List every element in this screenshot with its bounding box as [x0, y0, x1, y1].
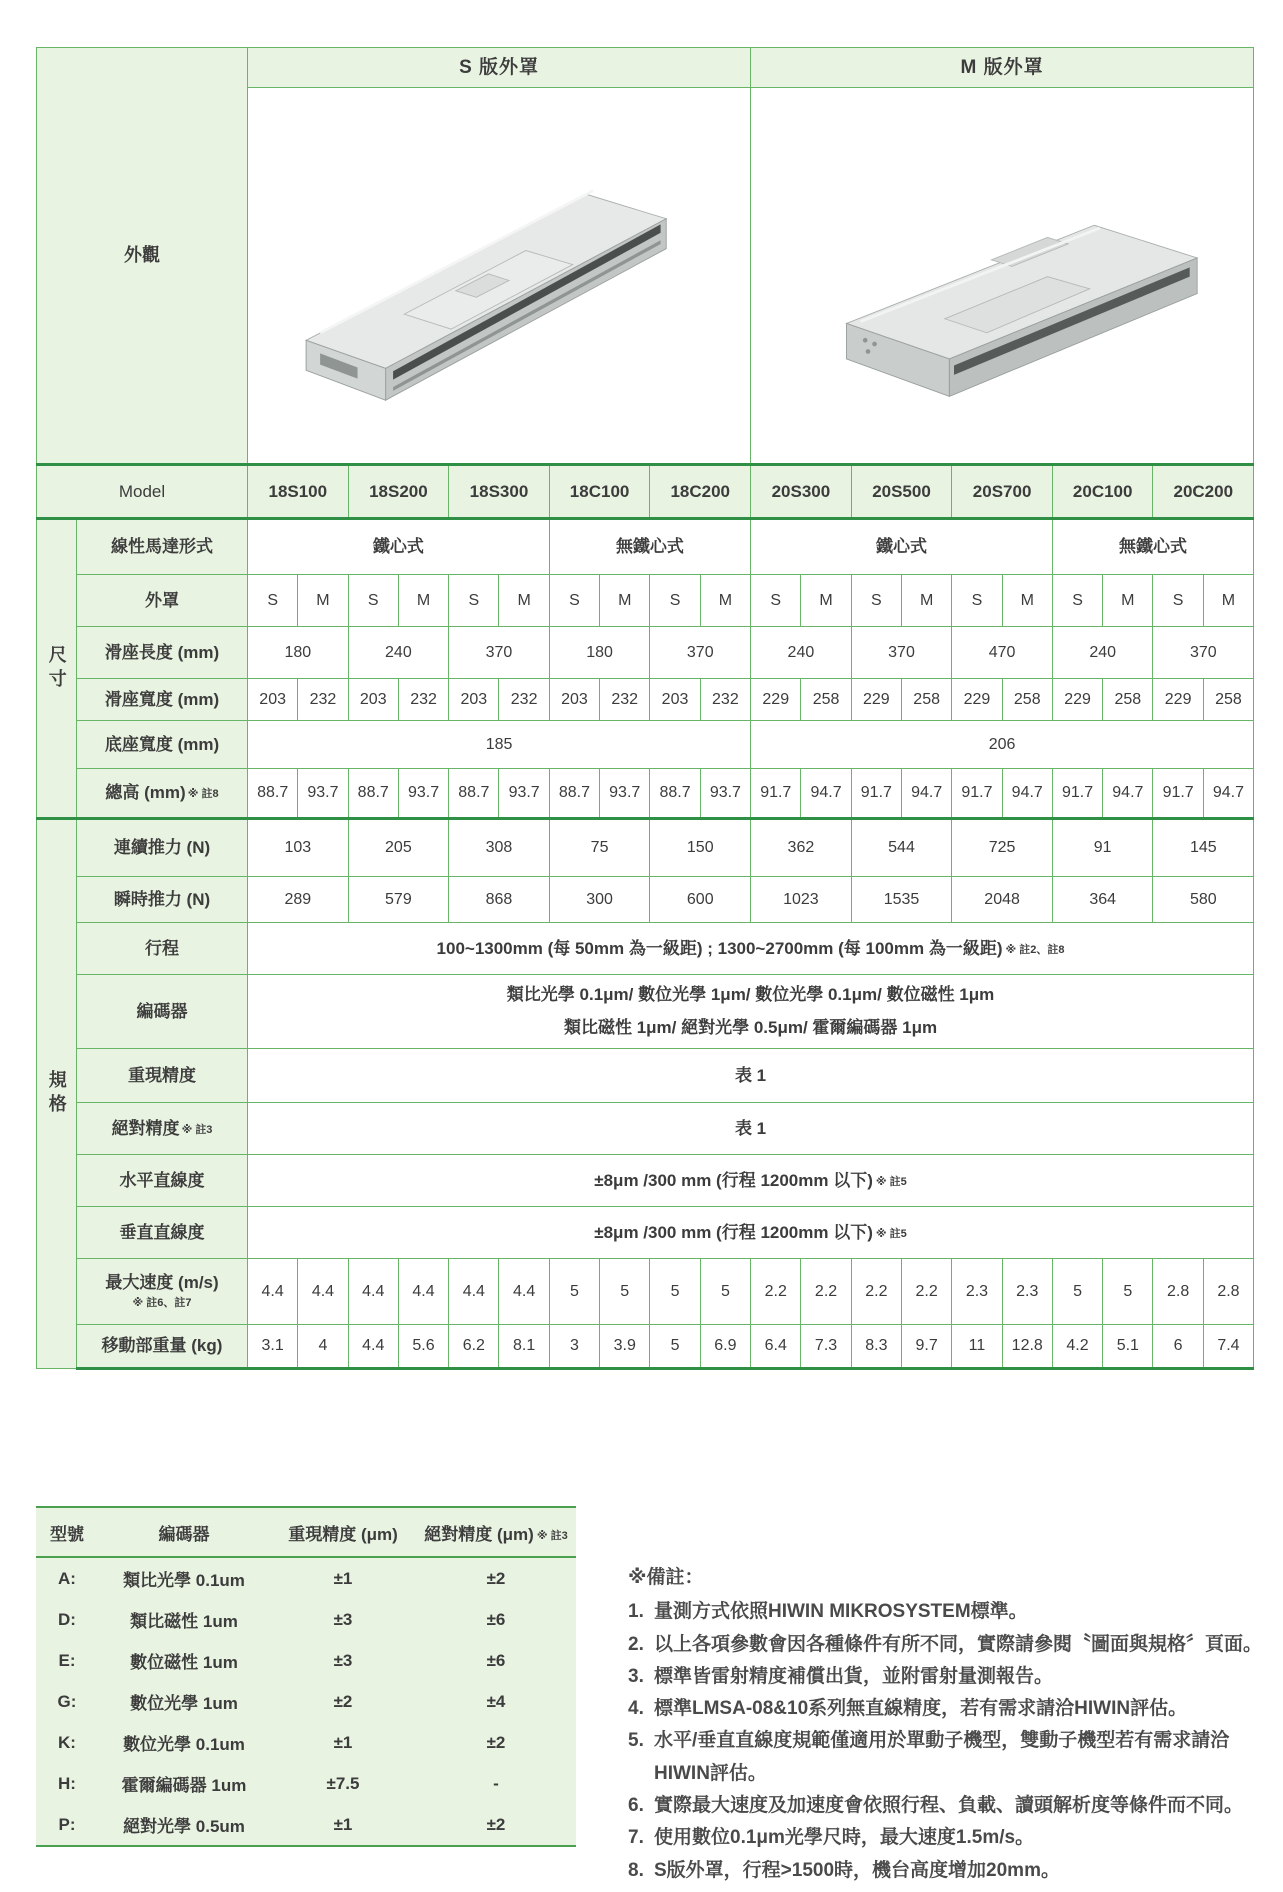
- cell-slider-length-2: 370: [449, 627, 550, 679]
- cell-moving-weight-13: 9.7: [902, 1325, 952, 1369]
- cell-cover-9: M: [700, 575, 750, 627]
- cell-max-speed-8: 5: [650, 1259, 700, 1325]
- cell-slider-width-11: 258: [801, 679, 851, 721]
- label-slider-length: 滑座長度 (mm): [77, 627, 248, 679]
- cell-cover-13: M: [902, 575, 952, 627]
- cell-total-height-17: 94.7: [1103, 769, 1153, 819]
- label-note: ※ 註6、註7: [132, 1297, 192, 1310]
- enc-cell-1-2: ±3: [333, 1609, 353, 1629]
- cell-inst-thrust-3: 300: [549, 877, 650, 923]
- cell-moving-weight-8: 5: [650, 1325, 700, 1369]
- cell-slider-length-4: 370: [650, 627, 751, 679]
- m-cover-image-cell: [751, 88, 1254, 465]
- label-note: ※ 註8: [187, 788, 219, 801]
- enc-cell-3-0: G:: [57, 1691, 77, 1711]
- enc-cell-2-0: E:: [58, 1650, 76, 1670]
- cell-slider-width-6: 203: [549, 679, 599, 721]
- cell-moving-weight-3: 5.6: [398, 1325, 448, 1369]
- cell-cover-3: M: [398, 575, 448, 627]
- cell-cont-thrust-3: 75: [549, 819, 650, 877]
- cell-max-speed-6: 5: [549, 1259, 599, 1325]
- cell-cover-18: S: [1153, 575, 1203, 627]
- model-20C200: 20C200: [1153, 465, 1254, 519]
- notes-list: [628, 1596, 1280, 1887]
- enc-cell-4-0: K:: [58, 1732, 76, 1752]
- note-number: 4.: [628, 1698, 644, 1720]
- cell-max-speed-2: 4.4: [348, 1259, 398, 1325]
- cell-max-speed-17: 5: [1103, 1259, 1153, 1325]
- note-item-5: [628, 1725, 1280, 1790]
- model-18S300: 18S300: [449, 465, 550, 519]
- section-specifications: 規格: [37, 819, 77, 1369]
- note-item-7: [628, 1822, 1280, 1854]
- cell-slider-length-1: 240: [348, 627, 449, 679]
- cell-slider-width-4: 203: [449, 679, 499, 721]
- cell-max-speed-12: 2.2: [851, 1259, 901, 1325]
- cell-moving-weight-6: 3: [549, 1325, 599, 1369]
- cell-cover-8: S: [650, 575, 700, 627]
- cell-inst-thrust-8: 364: [1052, 877, 1153, 923]
- label-horizontal-straightness: 水平直線度: [77, 1155, 248, 1207]
- note-text: 標準LMSA-08&10系列無直線精度，若有需求請洽HIWIN評估。: [654, 1698, 1188, 1720]
- cell-total-height-8: 88.7: [650, 769, 700, 819]
- cell-max-speed-18: 2.8: [1153, 1259, 1203, 1325]
- row-vertical-straightness: [37, 1207, 1254, 1259]
- label-encoder: 編碼器: [77, 975, 248, 1049]
- cell-max-speed-3: 4.4: [398, 1259, 448, 1325]
- cell-slider-width-18: 229: [1153, 679, 1203, 721]
- cell-cont-thrust-7: 725: [952, 819, 1053, 877]
- enc-header-row: [36, 1507, 576, 1557]
- cell-stroke-0: 100~1300mm (每 50mm 為一級距) ; 1300~2700mm (每 100mm 為一級距) ※ 註2、註8: [248, 923, 1254, 975]
- cell-cont-thrust-9: 145: [1153, 819, 1254, 877]
- label-slider-width: 滑座寬度 (mm): [77, 679, 248, 721]
- cell-cover-14: S: [952, 575, 1002, 627]
- note-text: 實際最大速度及加速度會依照行程、負載、讀頭解析度等條件而不同。: [654, 1795, 1244, 1817]
- linear-stage-s-illustration: [264, 99, 735, 452]
- cell-inst-thrust-5: 1023: [751, 877, 852, 923]
- m-cover-header: M 版外罩: [751, 48, 1254, 88]
- cell-total-height-4: 88.7: [449, 769, 499, 819]
- cell-slider-width-1: 232: [298, 679, 348, 721]
- enc-cell-2-2: ±3: [333, 1650, 353, 1670]
- cell-cover-7: M: [600, 575, 650, 627]
- note-text: S版外罩，行程>1500時，機台高度增加20mm。: [654, 1859, 1060, 1881]
- enc-cell-0-0: A:: [58, 1568, 76, 1588]
- label-inst-thrust: 瞬時推力 (N): [77, 877, 248, 923]
- row-stroke: [37, 923, 1254, 975]
- cell-total-height-3: 93.7: [398, 769, 448, 819]
- cell-slider-width-12: 229: [851, 679, 901, 721]
- cell-moving-weight-0: 3.1: [248, 1325, 298, 1369]
- cell-slider-width-2: 203: [348, 679, 398, 721]
- cell-max-speed-9: 5: [700, 1259, 750, 1325]
- model-18S100: 18S100: [248, 465, 349, 519]
- enc-cell-5-2: ±7.5: [326, 1773, 360, 1793]
- cell-cover-15: M: [1002, 575, 1052, 627]
- cell-base-width-0: 185: [248, 721, 751, 769]
- cell-slider-width-13: 258: [902, 679, 952, 721]
- model-20S700: 20S700: [952, 465, 1053, 519]
- cell-moving-weight-16: 4.2: [1052, 1325, 1102, 1369]
- cell-moving-weight-12: 8.3: [851, 1325, 901, 1369]
- row-slider-length: [37, 627, 1254, 679]
- enc-row-P: [36, 1804, 576, 1846]
- cell-total-height-11: 94.7: [801, 769, 851, 819]
- enc-cell-1-1: 類比磁性 1um: [130, 1612, 238, 1631]
- enc-cell-0-2: ±1: [333, 1568, 353, 1588]
- model-18C200: 18C200: [650, 465, 751, 519]
- cell-total-height-15: 94.7: [1002, 769, 1052, 819]
- s-cover-image-cell: [248, 88, 751, 465]
- enc-cell-5-3: -: [493, 1773, 499, 1793]
- cell-slider-width-3: 232: [398, 679, 448, 721]
- cell-cover-10: S: [751, 575, 801, 627]
- enc-cell-1-0: D:: [58, 1609, 76, 1629]
- section-dimensions: 尺寸: [37, 519, 77, 819]
- enc-cell-2-1: 數位磁性 1um: [130, 1653, 238, 1672]
- cell-total-height-13: 94.7: [902, 769, 952, 819]
- cell-slider-length-0: 180: [248, 627, 349, 679]
- cell-total-height-14: 91.7: [952, 769, 1002, 819]
- cell-slider-length-6: 370: [851, 627, 952, 679]
- note-number: 8.: [628, 1859, 644, 1881]
- cell-cover-0: S: [248, 575, 298, 627]
- cell-max-speed-14: 2.3: [952, 1259, 1002, 1325]
- cell-cont-thrust-6: 544: [851, 819, 952, 877]
- cell-slider-width-15: 258: [1002, 679, 1052, 721]
- cell-cover-19: M: [1203, 575, 1253, 627]
- cell-moving-weight-18: 6: [1153, 1325, 1203, 1369]
- note-item-1: [628, 1596, 1280, 1628]
- cell-inst-thrust-2: 868: [449, 877, 550, 923]
- label-stroke: 行程: [77, 923, 248, 975]
- cell-slider-width-10: 229: [751, 679, 801, 721]
- row-total-height: [37, 769, 1254, 819]
- cell-slider-width-17: 258: [1103, 679, 1153, 721]
- cell-inst-thrust-7: 2048: [952, 877, 1053, 923]
- cell-slider-length-9: 370: [1153, 627, 1254, 679]
- enc-cell-6-3: ±2: [416, 1804, 576, 1846]
- label-total-height: 總高 (mm) ※ 註8: [77, 769, 248, 819]
- enc-cell-5-1: 霍爾編碼器 1um: [121, 1776, 247, 1795]
- cell-slider-length-8: 240: [1052, 627, 1153, 679]
- cell-total-height-9: 93.7: [700, 769, 750, 819]
- model-18S200: 18S200: [348, 465, 449, 519]
- enc-cell-3-3: ±4: [486, 1691, 506, 1711]
- cell-slider-length-5: 240: [751, 627, 852, 679]
- cell-total-height-12: 91.7: [851, 769, 901, 819]
- cell-cont-thrust-4: 150: [650, 819, 751, 877]
- cell-repeatability-0: 表 1: [248, 1049, 1254, 1103]
- cell-max-speed-13: 2.2: [902, 1259, 952, 1325]
- enc-cell-0-1: 類比光學 0.1um: [123, 1571, 245, 1590]
- note-number: 1.: [628, 1601, 644, 1623]
- cell-cont-thrust-5: 362: [751, 819, 852, 877]
- cell-max-speed-11: 2.2: [801, 1259, 851, 1325]
- note-text: 量測方式依照HIWIN MIKROSYSTEM標準。: [654, 1601, 1028, 1623]
- note-item-4: [628, 1693, 1280, 1725]
- cell-moving-weight-1: 4: [298, 1325, 348, 1369]
- row-absolute-accuracy: [37, 1103, 1254, 1155]
- note-text: 水平/垂直直線度規範僅適用於單動子機型，雙動子機型若有需求請洽 HIWIN評估。: [654, 1730, 1230, 1784]
- row-repeatability: [37, 1049, 1254, 1103]
- label-cont-thrust: 連續推力 (N): [77, 819, 248, 877]
- cell-moving-weight-11: 7.3: [801, 1325, 851, 1369]
- cell-moving-weight-15: 12.8: [1002, 1325, 1052, 1369]
- cell-total-height-1: 93.7: [298, 769, 348, 819]
- enc-header-2: 重現精度 (μm): [270, 1507, 416, 1557]
- cell-encoder-0: [248, 975, 1254, 1049]
- cell-total-height-10: 91.7: [751, 769, 801, 819]
- model-row: [37, 465, 1254, 519]
- enc-cell-0-3: ±2: [486, 1568, 506, 1588]
- cell-slider-width-7: 232: [600, 679, 650, 721]
- cell-moving-weight-14: 11: [952, 1325, 1002, 1369]
- cell-cont-thrust-1: 205: [348, 819, 449, 877]
- row-moving-weight: [37, 1325, 1254, 1369]
- label-absolute-accuracy: 絕對精度 ※ 註3: [77, 1103, 248, 1155]
- cell-vertical-straightness-0: ±8μm /300 mm (行程 1200mm 以下) ※ 註5: [248, 1207, 1254, 1259]
- cell-inst-thrust-4: 600: [650, 877, 751, 923]
- label-repeatability: 重現精度: [77, 1049, 248, 1103]
- cell-max-speed-15: 2.3: [1002, 1259, 1052, 1325]
- cell-moving-weight-5: 8.1: [499, 1325, 549, 1369]
- model-18C100: 18C100: [549, 465, 650, 519]
- cell-moving-weight-17: 5.1: [1103, 1325, 1153, 1369]
- cell-inst-thrust-9: 580: [1153, 877, 1254, 923]
- note-item-3: [628, 1661, 1280, 1693]
- row-motor-type: [37, 519, 1254, 575]
- row-inst-thrust: [37, 877, 1254, 923]
- cell-total-height-0: 88.7: [248, 769, 298, 819]
- note-number: 2.: [628, 1633, 644, 1655]
- cell-note: ※ 註5: [872, 1175, 907, 1188]
- cell-motor-type-3: 無鐵心式: [1052, 519, 1253, 575]
- cell-slider-width-16: 229: [1052, 679, 1102, 721]
- enc-header-note: ※ 註3: [533, 1529, 568, 1542]
- enc-cell-6-1: 絕對光學 0.5um: [98, 1804, 270, 1846]
- enc-header-3: 絕對精度 (μm) ※ 註3: [416, 1507, 576, 1557]
- enc-cell-4-2: ±1: [333, 1732, 353, 1752]
- enc-cell-1-3: ±6: [486, 1609, 506, 1629]
- cell-total-height-6: 88.7: [549, 769, 599, 819]
- label-base-width: 底座寬度 (mm): [77, 721, 248, 769]
- cell-slider-width-14: 229: [952, 679, 1002, 721]
- row-base-width: [37, 721, 1254, 769]
- enc-row-E: [36, 1640, 576, 1681]
- cell-note: ※ 註5: [872, 1227, 907, 1240]
- cell-max-speed-19: 2.8: [1203, 1259, 1253, 1325]
- cell-total-height-19: 94.7: [1203, 769, 1253, 819]
- enc-row-D: [36, 1599, 576, 1640]
- cell-inst-thrust-0: 289: [248, 877, 349, 923]
- enc-header-1: 編碼器: [98, 1507, 270, 1557]
- model-20S300: 20S300: [751, 465, 852, 519]
- cell-cover-4: S: [449, 575, 499, 627]
- model-20S500: 20S500: [851, 465, 952, 519]
- cell-cover-6: S: [549, 575, 599, 627]
- cell-slider-length-3: 180: [549, 627, 650, 679]
- cell-moving-weight-2: 4.4: [348, 1325, 398, 1369]
- cell-inst-thrust-6: 1535: [851, 877, 952, 923]
- cell-slider-width-0: 203: [248, 679, 298, 721]
- enc-cell-3-2: ±2: [333, 1691, 353, 1711]
- cell-slider-width-9: 232: [700, 679, 750, 721]
- notes-title: ※備註：: [628, 1567, 704, 1588]
- label-moving-weight: 移動部重量 (kg): [77, 1325, 248, 1369]
- cell-max-speed-4: 4.4: [449, 1259, 499, 1325]
- cell-cover-17: M: [1103, 575, 1153, 627]
- enc-cell-3-1: 數位光學 1um: [130, 1694, 238, 1713]
- cell-max-speed-16: 5: [1052, 1259, 1102, 1325]
- enc-row-K: [36, 1722, 576, 1763]
- row-max-speed: [37, 1259, 1254, 1325]
- product-image-m-cover: [757, 99, 1247, 452]
- cell-motor-type-1: 無鐵心式: [549, 519, 750, 575]
- cell-cover-16: S: [1052, 575, 1102, 627]
- cell-moving-weight-4: 6.2: [449, 1325, 499, 1369]
- enc-cell-4-1: 數位光學 0.1um: [123, 1735, 245, 1754]
- cell-total-height-5: 93.7: [499, 769, 549, 819]
- cell-inst-thrust-1: 579: [348, 877, 449, 923]
- cell-max-speed-1: 4.4: [298, 1259, 348, 1325]
- note-number: 7.: [628, 1827, 644, 1849]
- cell-slider-width-19: 258: [1203, 679, 1253, 721]
- cell-total-height-2: 88.7: [348, 769, 398, 819]
- enc-header-0: 型號: [36, 1507, 98, 1557]
- linear-stage-m-illustration: [767, 99, 1237, 452]
- note-number: 6.: [628, 1795, 644, 1817]
- cell-note: ※ 註2、註8: [1002, 943, 1065, 956]
- label-vertical-straightness: 垂直直線度: [77, 1207, 248, 1259]
- model-20C100: 20C100: [1052, 465, 1153, 519]
- cell-cover-2: S: [348, 575, 398, 627]
- note-text: 以上各項參數會因各種條件有所不同，實際請參閱〝圖面與規格〞頁面。: [654, 1633, 1263, 1655]
- note-number: 3.: [628, 1665, 644, 1687]
- enc-row-H: [36, 1763, 576, 1804]
- encoder-accuracy-table: [36, 1506, 576, 1847]
- cell-total-height-18: 91.7: [1153, 769, 1203, 819]
- model-label: Model: [37, 465, 248, 519]
- cell-moving-weight-10: 6.4: [751, 1325, 801, 1369]
- cell-max-speed-0: 4.4: [248, 1259, 298, 1325]
- cell-moving-weight-9: 6.9: [700, 1325, 750, 1369]
- encoder-line: 類比光學 0.1μm/ 數位光學 1μm/ 數位光學 0.1μm/ 數位磁性 1μm: [506, 985, 995, 1005]
- label-max-speed: 最大速度 (m/s) ※ 註6、註7: [77, 1259, 248, 1325]
- main-spec-table: [36, 47, 1254, 1370]
- enc-cell-6-2: ±1: [270, 1804, 416, 1846]
- enc-row-A: [36, 1557, 576, 1599]
- enc-cell-6-0: P:: [36, 1804, 98, 1846]
- cell-base-width-1: 206: [751, 721, 1254, 769]
- cell-slider-width-5: 232: [499, 679, 549, 721]
- note-item-2: [628, 1629, 1280, 1661]
- label-cover: 外罩: [77, 575, 248, 627]
- product-image-s-cover: [254, 99, 744, 452]
- cell-cont-thrust-2: 308: [449, 819, 550, 877]
- appearance-label: 外觀: [37, 48, 248, 465]
- row-cover: [37, 575, 1254, 627]
- row-horizontal-straightness: [37, 1155, 1254, 1207]
- cell-slider-width-8: 203: [650, 679, 700, 721]
- cell-horizontal-straightness-0: ±8μm /300 mm (行程 1200mm 以下) ※ 註5: [248, 1155, 1254, 1207]
- cell-cover-11: M: [801, 575, 851, 627]
- note-item-6: [628, 1790, 1280, 1822]
- cell-total-height-7: 93.7: [600, 769, 650, 819]
- cell-moving-weight-19: 7.4: [1203, 1325, 1253, 1369]
- row-cont-thrust: [37, 819, 1254, 877]
- row-slider-width: [37, 679, 1254, 721]
- note-item-8: [628, 1855, 1280, 1887]
- cell-cover-1: M: [298, 575, 348, 627]
- header-band-row: [37, 48, 1254, 88]
- notes: [628, 1562, 1280, 1887]
- enc-row-G: [36, 1681, 576, 1722]
- cell-cover-5: M: [499, 575, 549, 627]
- cell-cont-thrust-0: 103: [248, 819, 349, 877]
- note-text: 使用數位0.1μm光學尺時，最大速度1.5m/s。: [654, 1827, 1035, 1849]
- cell-cover-12: S: [851, 575, 901, 627]
- cell-moving-weight-7: 3.9: [600, 1325, 650, 1369]
- label-motor-type: 線性馬達形式: [77, 519, 248, 575]
- note-number: 5.: [628, 1730, 644, 1752]
- note-text: 標準皆雷射精度補償出貨，並附雷射量測報告。: [654, 1665, 1054, 1687]
- enc-cell-2-3: ±6: [486, 1650, 506, 1670]
- cell-slider-length-7: 470: [952, 627, 1053, 679]
- enc-cell-5-0: H:: [58, 1773, 76, 1793]
- cell-total-height-16: 91.7: [1052, 769, 1102, 819]
- label-note: ※ 註3: [181, 1123, 213, 1136]
- cell-max-speed-10: 2.2: [751, 1259, 801, 1325]
- row-encoder: [37, 975, 1254, 1049]
- encoder-line: 類比磁性 1μm/ 絕對光學 0.5μm/ 霍爾編碼器 1μm: [563, 1017, 938, 1037]
- cell-cont-thrust-8: 91: [1052, 819, 1153, 877]
- cell-motor-type-0: 鐵心式: [248, 519, 550, 575]
- cell-absolute-accuracy-0: 表 1: [248, 1103, 1254, 1155]
- cell-max-speed-5: 4.4: [499, 1259, 549, 1325]
- cell-motor-type-2: 鐵心式: [751, 519, 1053, 575]
- enc-cell-4-3: ±2: [486, 1732, 506, 1752]
- cell-max-speed-7: 5: [600, 1259, 650, 1325]
- s-cover-header: S 版外罩: [248, 48, 751, 88]
